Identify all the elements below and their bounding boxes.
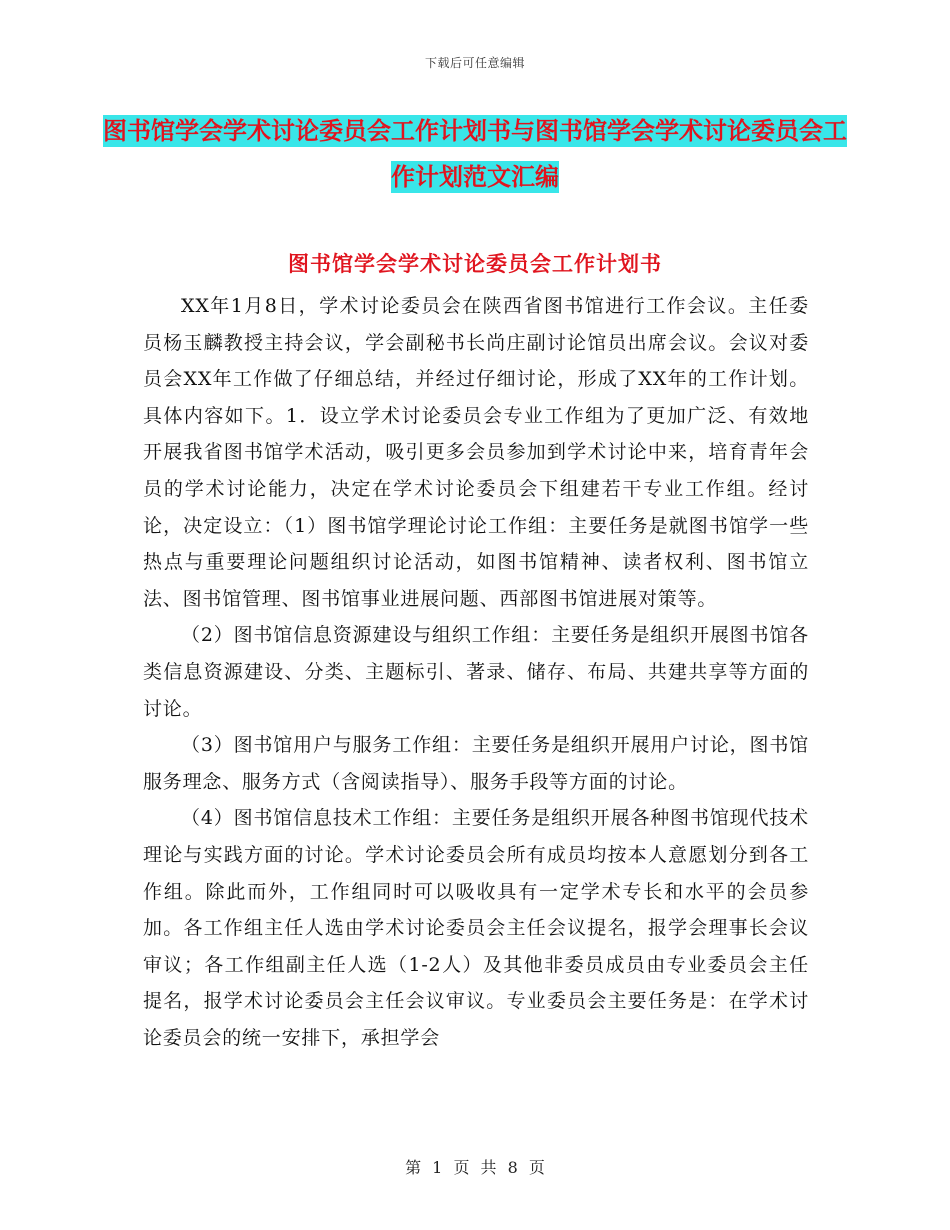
- page-number: 第 1 页 共 8 页: [405, 1158, 545, 1177]
- document-title-text: 图书馆学会学术讨论委员会工作计划书与图书馆学会学术讨论委员会工作计划范文汇编: [103, 117, 847, 191]
- header-note: 下载后可任意编辑: [424, 56, 525, 70]
- document-title: [100, 108, 850, 200]
- document-body: [143, 288, 809, 1056]
- paragraph: （4）图书馆信息技术工作组：主要任务是组织开展各种图书馆现代技术理论与实践方面的讨论。学术讨论委员会所有成员均按本人意愿划分到各工作组。除此而外，工作组同时可以吸收具有一定学术专长和水平的会员参加。各工作组主任人选由学术讨论委员会主任会议提名，报学会理事长会议审议；各工作组副主任人选（1-2人）及其他非委员成员由专业委员会主任提名，报学术讨论委员会主任会议审议。专业委员会主要任务是：在学术讨论委员会的统一安排下，承担学会: [143, 807, 809, 1049]
- section-title: 图书馆学会学术讨论委员会工作计划书: [288, 252, 662, 276]
- paragraph: XX年1月8日，学术讨论委员会在陕西省图书馆进行工作会议。主任委员杨玉麟教授主持会议，学会副秘书长尚庄副讨论馆员出席会议。会议对委员会XX年工作做了仔细总结，并经过仔细讨论，形成了XX年的工作计划。具体内容如下。1．设立学术讨论委员会专业工作组为了更加广泛、有效地开展我省图书馆学术活动，吸引更多会员参加到学术讨论中来，培育青年会员的学术讨论能力，决定在学术讨论委员会下组建若干专业工作组。经讨论，决定设立：（1）图书馆学理论讨论工作组：主要任务是就图书馆学一些热点与重要理论问题组织讨论活动，如图书馆精神、读者权利、图书馆立法、图书馆管理、图书馆事业进展问题、西部图书馆进展对策等。: [143, 295, 809, 610]
- paragraph: （2）图书馆信息资源建设与组织工作组：主要任务是组织开展图书馆各类信息资源建设、分类、主题标引、著录、储存、布局、共建共享等方面的讨论。: [143, 624, 809, 720]
- paragraph: （3）图书馆用户与服务工作组：主要任务是组织开展用户讨论，图书馆服务理念、服务方式（含阅读指导）、服务手段等方面的讨论。: [143, 734, 809, 793]
